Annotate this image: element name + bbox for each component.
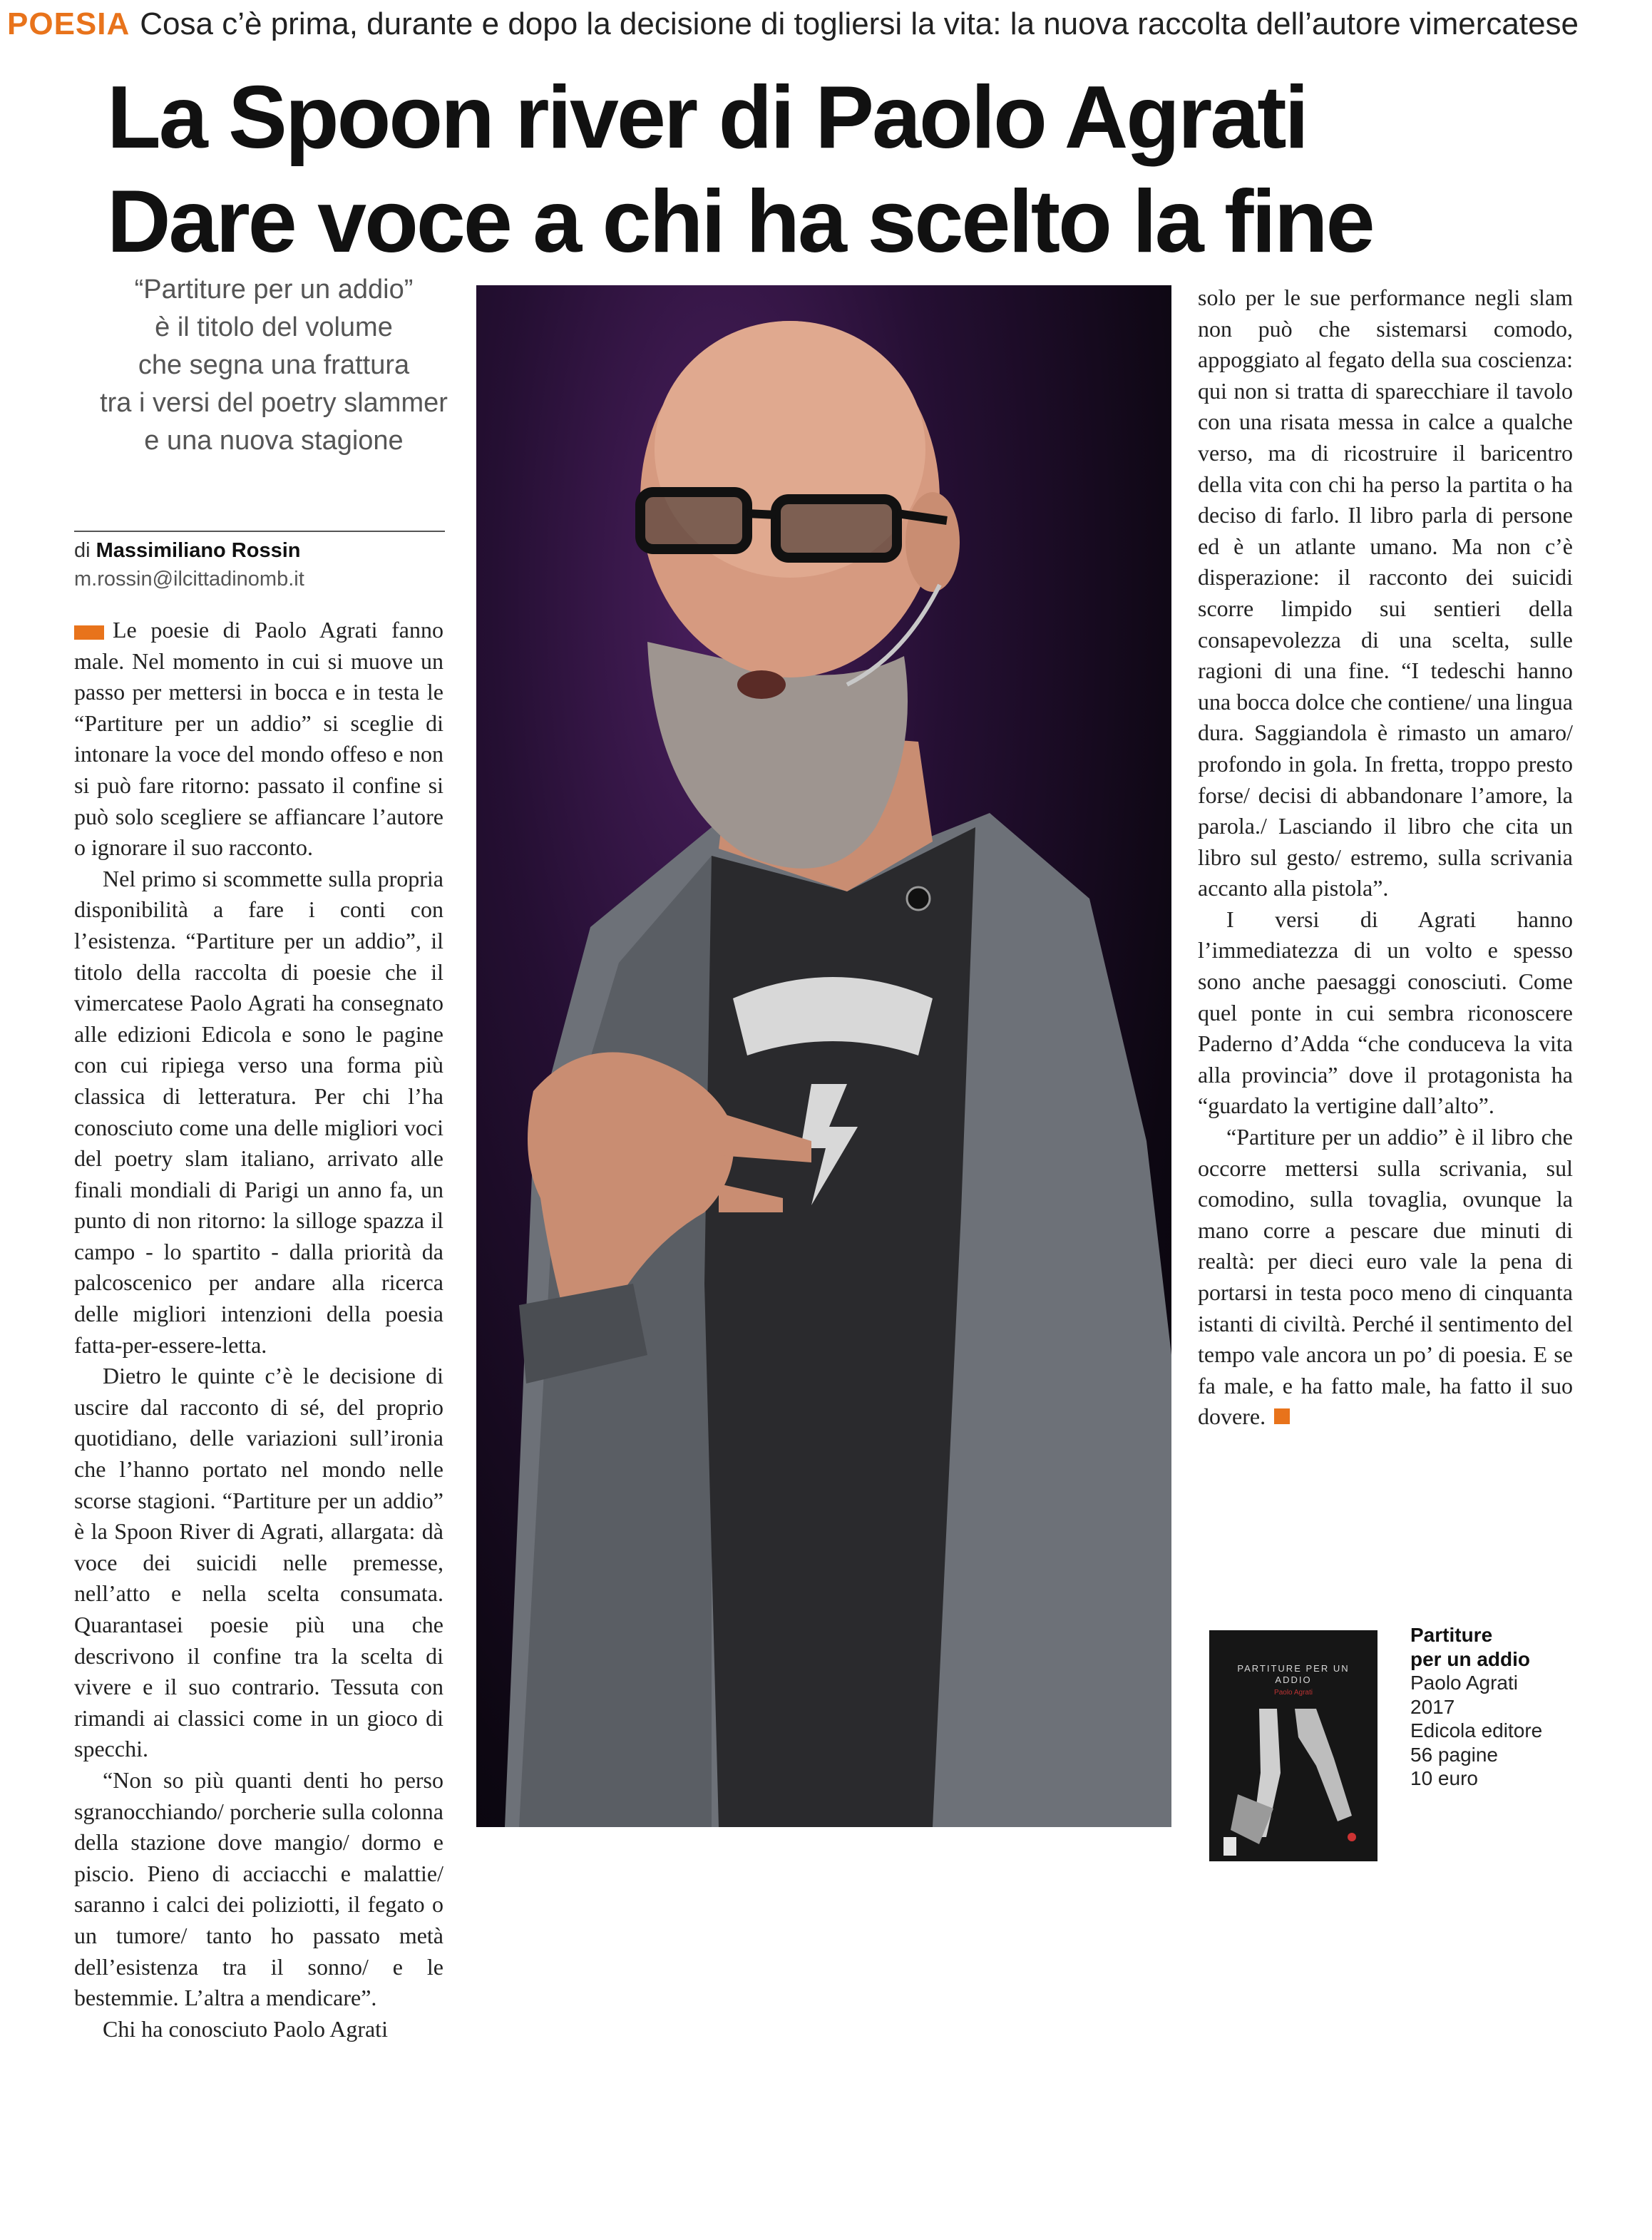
headline-line-2: Dare voce a chi ha scelto la fine bbox=[107, 173, 1373, 271]
book-title-line-2: per un addio bbox=[1410, 1647, 1530, 1670]
byline-prefix: di bbox=[74, 539, 91, 562]
headline bbox=[107, 66, 1604, 274]
author-photo bbox=[476, 285, 1171, 1827]
article-paragraph: I versi di Agrati hanno l’immediatezza di un volto e spesso sono anche paesaggi conosciuti. Come quel ponte in cui sembra riconoscere Paderno d’Adda “che conduceva la vita alla provincia” dove il protagonista ha “guardato la vertigine dall’alto”. bbox=[1198, 906, 1573, 1119]
headline-line-1: La Spoon river di Paolo Agrati bbox=[107, 68, 1307, 167]
book-cover-title: PARTITURE PER UN ADDIO bbox=[1237, 1663, 1350, 1685]
subhead-line: e una nuova stagione bbox=[144, 426, 404, 456]
article-column-3 bbox=[1198, 282, 1573, 1602]
lead-marker bbox=[74, 625, 104, 640]
kicker-text: Cosa c’è prima, durante e dopo la decisione di togliersi la vita: la nuova raccolta dell’autore vimercatese bbox=[140, 6, 1579, 41]
subhead-line: “Partiture per un addio” bbox=[134, 275, 414, 305]
article-paragraph: Chi ha conosciuto Paolo Agrati bbox=[103, 2015, 388, 2042]
byline-email[interactable]: m.rossin@ilcittadinomb.it bbox=[74, 568, 304, 590]
byline bbox=[74, 536, 445, 593]
article-paragraph: solo per le sue performance negli slam non può che sistemarsi comodo, appoggiato al fegato della sua coscienza: qui non si tratta di sparecchiare il tavolo con una risata messa in calce a qualche verso, ma di ricostruire il baricentro della vita con chi ha perso la partita o ha deciso di farlo. Il libro parla di persone ed è un atlante umano. Ma non c’è disperazione: il racconto dei suicidi scorre limpido sui sentieri della consapevolezza di una scelta, sulle ragioni di una fine. “I tedeschi hanno una bocca dolce che contiene/ una lingua dura. Saggiandola è rimasto un amaro/ profondo in gola. In fretta, troppo presto forse/ decisi di abbandonare l’amore, la parola./ Lasciando il libro che cita un libro sul gesto/ estremo, sulla scrivania accanto alla pistola”. bbox=[1198, 285, 1573, 901]
section-tag: POESIA bbox=[7, 6, 130, 41]
subhead bbox=[74, 271, 473, 460]
article-paragraph: Le poesie di Paolo Agrati fanno male. Nel momento in cui si muove un passo per mettersi in bocca e in testa le “Partiture per un addio” si sceglie di intonare la voce del mondo offeso e non si può fare ritorno: passato il confine si può solo scegliere se affiancare l’autore o ignorare il suo racconto. bbox=[74, 617, 443, 861]
subhead-line: che segna una frattura bbox=[138, 350, 410, 380]
kicker bbox=[7, 3, 1647, 46]
book-year: 2017 bbox=[1410, 1695, 1455, 1718]
article-paragraph: Nel primo si scommette sulla propria disponibilità a fare i conti con l’esistenza. “Partiture per un addio”, il titolo della raccolta di poesie che il vimercatese Paolo Agrati ha consegnato alle edizioni Edicola e sono le pagine con cui ripiega verso una forma più classica di letteratura. Per chi l’ha conosciuto come una delle migliori voci del poetry slam italiano, arrivato alle finali mondiali di Parigi un anno fa, un punto di non ritorno: la silloge spazza il campo - lo spartito - dalla priorità da palcoscenico per andare alla ricerca delle migliori intenzioni della poesia fatta-per-essere-letta. bbox=[74, 865, 443, 1358]
subhead-line: tra i versi del poetry slammer bbox=[100, 388, 448, 418]
subhead-line: è il titolo del volume bbox=[155, 312, 393, 342]
article-paragraph: Dietro le quinte c’è le decisione di uscire dal racconto di sé, del proprio quotidiano, delle variazioni sull’ironia che l’hanno portato nel mondo nelle scorse stagioni. “Partiture per un addio” è la Spoon River di Agrati, allargata: dà voce dei suicidi nelle premesse, nell’atto e nella scelta consumata. Quarantasei poesie più una che descrivono il confine tra la scelta di vivere e il suo contrario. Tessuta con rimandi ai classici come in un gioco di specchi. bbox=[74, 1363, 443, 1762]
end-marker bbox=[1274, 1408, 1290, 1424]
byline-rule bbox=[74, 531, 445, 532]
book-info bbox=[1410, 1623, 1581, 1791]
book-pages: 56 pagine bbox=[1410, 1743, 1499, 1766]
article-paragraph: “Non so più quanti denti ho perso sgranocchiando/ porcherie sulla colonna della stazione dove mangio/ dormo e piscio. Pieno di acciacchi e malattie/ saranno i calci dei poliziotti, il fegato o un tumore/ tanto ho passato metà dell’esistenza tra il sonno/ e le bestemmie. L’altra a mendicare”. bbox=[74, 1766, 443, 2011]
book-title-line-1: Partiture bbox=[1410, 1624, 1493, 1646]
book-author: Paolo Agrati bbox=[1410, 1672, 1518, 1694]
book-cover-art bbox=[1209, 1630, 1377, 1861]
book-publisher: Edicola editore bbox=[1410, 1719, 1543, 1742]
book-price: 10 euro bbox=[1410, 1767, 1478, 1789]
book-cover bbox=[1209, 1630, 1377, 1861]
byline-author: Massimiliano Rossin bbox=[96, 539, 301, 562]
book-cover-author: Paolo Agrati bbox=[1274, 1689, 1313, 1697]
article-paragraph: “Partiture per un addio” è il libro che occorre mettersi sulla scrivania, sul comodino, sulla tovaglia, ovunque la mano corre a pescare due minuti di realtà: per dieci euro vale la pena di portarsi in testa poco meno di cinquanta istanti di civiltà. Perché il sentimento del tempo vale ancora un po’ di poesia. E se fa male, e ha fatto male, ha fatto il suo dovere. bbox=[1198, 1124, 1573, 1430]
article-column-1 bbox=[74, 615, 443, 2234]
portrait-illustration bbox=[476, 285, 1171, 1827]
